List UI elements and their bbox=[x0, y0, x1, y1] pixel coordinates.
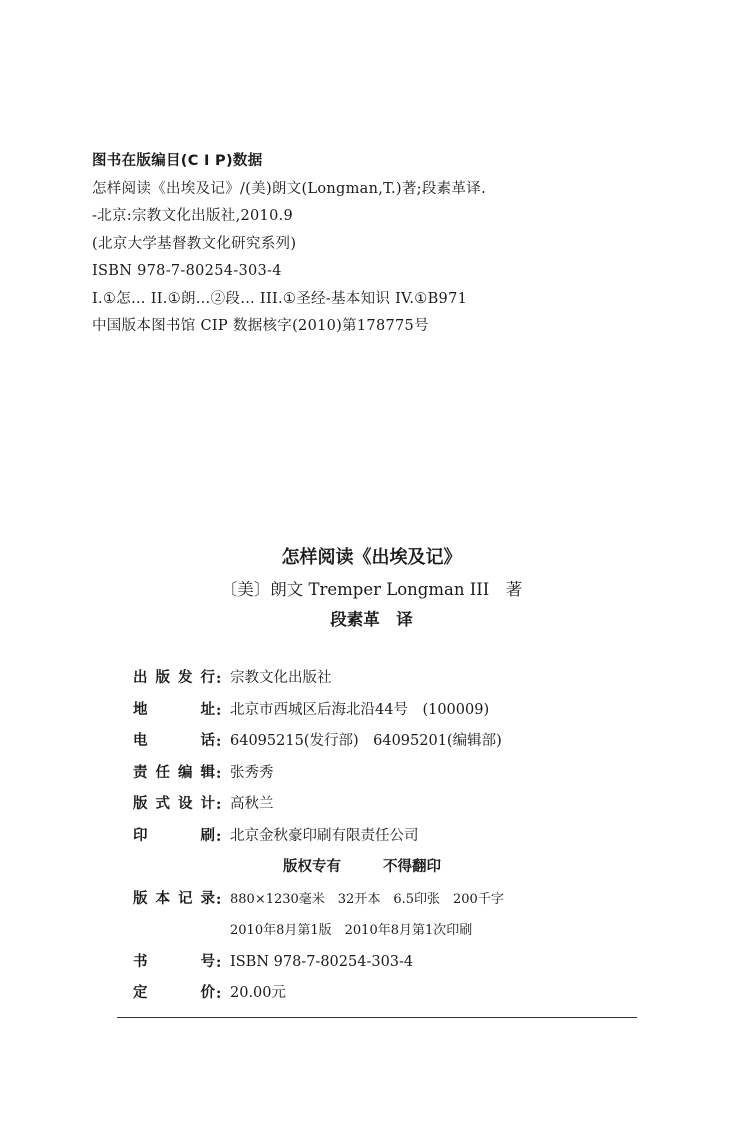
bottom-rule bbox=[117, 1017, 637, 1018]
price-label: 定 价 bbox=[133, 985, 215, 1001]
edition-value-date: 2010年8月第1版 2010年8月第1次印刷 bbox=[230, 923, 473, 938]
designer-value: 高秋兰 bbox=[230, 796, 274, 812]
cip-line-record-number: 中国版本图书馆 CIP 数据核字(2010)第178775号 bbox=[92, 318, 429, 334]
book-title: 怎样阅读《出埃及记》 bbox=[281, 547, 462, 568]
designer-label: 版式设计 bbox=[133, 796, 215, 812]
isbn-value: ISBN 978-7-80254-303-4 bbox=[230, 953, 414, 970]
price-value: 20.00元 bbox=[230, 985, 287, 1001]
cip-line-classification: I.①怎… II.①朗…②段… III.①圣经-基本知识 IV.①B971 bbox=[92, 290, 468, 307]
cip-line-publisher: -北京:宗教文化出版社,2010.9 bbox=[92, 208, 294, 224]
edition-label: 版本记录 bbox=[133, 890, 215, 907]
editor-label: 责任编辑 bbox=[133, 764, 215, 781]
publisher-value: 宗教文化出版社 bbox=[230, 670, 332, 686]
copyright-reserved: 版权专有 bbox=[283, 859, 341, 875]
copyright-notice bbox=[283, 852, 483, 884]
edition-value-format: 880×1230毫米 32开本 6.5印张 200千字 bbox=[230, 891, 504, 907]
cip-heading: 图书在版编目(C I P)数据 bbox=[92, 153, 263, 169]
author-line: 〔美〕朗文 Tremper Longman III 著 bbox=[220, 580, 523, 599]
cip-line-series: (北京大学基督教文化研究系列) bbox=[92, 235, 297, 252]
printer-label: 印 刷 bbox=[133, 827, 215, 844]
translator-line: 段素革 译 bbox=[330, 610, 413, 629]
address-label: 地 址 bbox=[133, 701, 215, 718]
cip-line-title: 怎样阅读《出埃及记》/(美)朗文(Longman,T.)著;段素革译. bbox=[92, 180, 486, 197]
phone-value: 64095215(发行部) 64095201(编辑部) bbox=[230, 733, 502, 749]
printer-value: 北京金秋豪印刷有限责任公司 bbox=[230, 827, 419, 844]
title-block bbox=[0, 543, 743, 635]
isbn-label: 书 号 bbox=[133, 953, 215, 970]
copyright-no-reprint: 不得翻印 bbox=[383, 859, 441, 875]
cip-line-isbn: ISBN 978-7-80254-303-4 bbox=[92, 263, 282, 279]
address-value: 北京市西城区后海北沿44号 (100009) bbox=[230, 701, 490, 718]
publisher-label: 出版发行 bbox=[133, 670, 215, 686]
phone-label: 电 话 bbox=[133, 733, 215, 749]
cip-data-block bbox=[92, 148, 486, 341]
editor-value: 张秀秀 bbox=[230, 764, 274, 781]
